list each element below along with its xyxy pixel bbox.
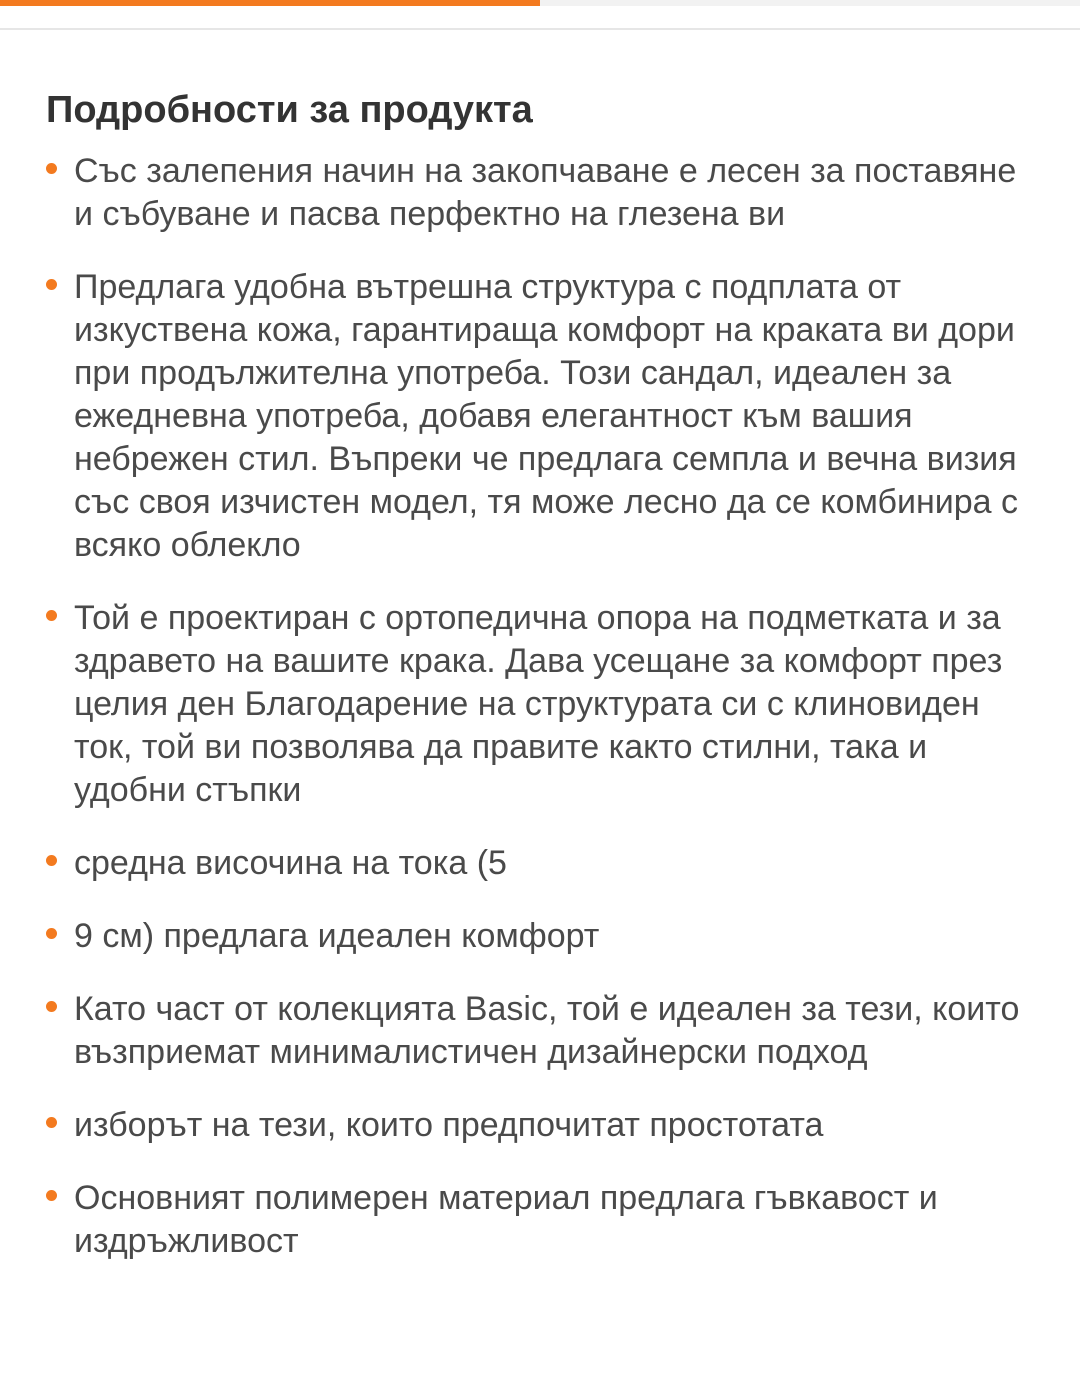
list-item (46, 1177, 1036, 1263)
inactive-tab-track (540, 0, 1080, 6)
bullet-dot-icon (46, 928, 57, 939)
bullet-dot-icon (46, 1190, 57, 1201)
list-item (46, 1104, 1036, 1147)
list-item-text: средна височина на тока (5 (74, 844, 507, 882)
list-item (46, 842, 1036, 885)
tab-bar (0, 0, 1080, 30)
bullet-dot-icon (46, 1117, 57, 1128)
bullet-dot-icon (46, 855, 57, 866)
list-item (46, 150, 1036, 236)
list-item (46, 266, 1036, 567)
bullet-dot-icon (46, 1001, 57, 1012)
bullet-dot-icon (46, 610, 57, 621)
list-item-text: Като част от колекцията Basic, той е идеален за тези, които възприемат минималистичен дизайнерски подход (74, 990, 1020, 1071)
list-item (46, 915, 1036, 958)
list-item (46, 988, 1036, 1074)
product-details-list (46, 150, 1036, 1263)
list-item-text: Той е проектиран с ортопедична опора на подметката и за здравето на вашите крака. Дава усещане за комфорт през целия ден Благодарение на структурата си с клиновиден ток, той ви позволява да правите както стилни, така и удобни стъпки (74, 599, 1003, 809)
list-item-text: Със залепения начин на закопчаване е лесен за поставяне и събуване и пасва перфектно на глезена ви (74, 152, 1017, 233)
bullet-dot-icon (46, 279, 57, 290)
bullet-dot-icon (46, 163, 57, 174)
list-item-text: Предлага удобна вътрешна структура с подплата от изкуствена кожа, гарантираща комфорт на краката ви дори при продължителна употреба. Този сандал, идеален за ежедневна употреба, добавя елегантност към вашия небрежен стил. Въпреки че предлага семпла и вечна визия със своя изчистен модел, тя може лесно да се комбинира с всяко облекло (74, 268, 1019, 564)
product-details-section (46, 84, 1036, 1293)
list-item-text: изборът на тези, които предпочитат простотата (74, 1106, 824, 1144)
list-item-text: Основният полимерен материал предлага гъвкавост и издръжливост (74, 1179, 938, 1260)
list-item (46, 597, 1036, 812)
active-tab-indicator (0, 0, 540, 6)
list-item-text: 9 см) предлага идеален комфорт (74, 917, 600, 955)
section-title: Подробности за продукта (46, 89, 533, 131)
